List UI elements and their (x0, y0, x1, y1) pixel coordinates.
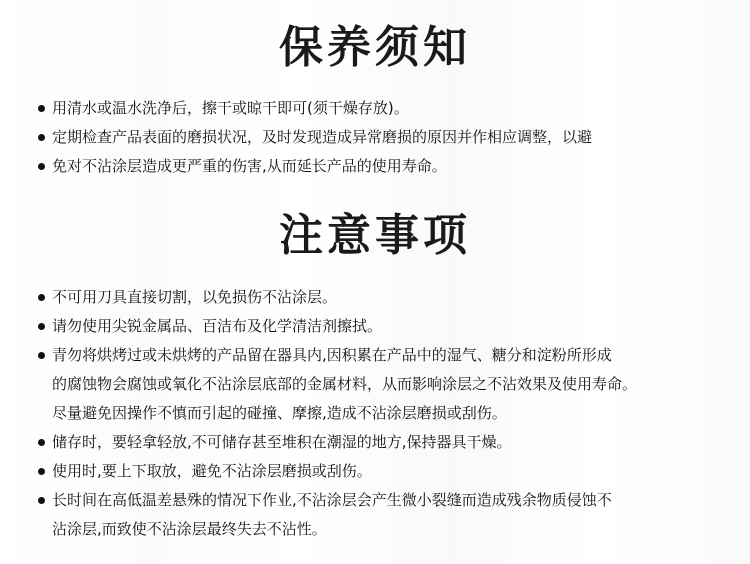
care-item (38, 94, 738, 123)
care-item-text: 免对不沾涂层造成更严重的伤害,从而延长产品的使用寿命。 (52, 157, 447, 175)
precaution-item (38, 457, 738, 486)
bullet-icon (38, 163, 45, 170)
bullet-icon (38, 352, 45, 359)
precautions-list (38, 283, 738, 544)
precaution-line: 的腐蚀物会腐蚀或氧化不沾涂层底部的金属材料，从而影响涂层之不沾效果及使用寿命。 (52, 375, 638, 393)
precaution-item (38, 312, 738, 341)
care-item-text: 定期检查产品表面的磨损状况，及时发现造成异常磨损的原因并作相应调整，以避 (52, 128, 593, 146)
precaution-line: 储存时，要轻拿轻放,不可储存甚至堆积在潮湿的地方,保持器具干燥。 (52, 433, 512, 451)
care-list (38, 94, 738, 181)
bullet-icon (38, 134, 45, 141)
precaution-item (38, 428, 738, 457)
bullet-icon (38, 468, 45, 475)
precaution-line: 沾涂层,而致使不沾涂层最终失去不沾性。 (52, 520, 327, 538)
bullet-icon (38, 439, 45, 446)
precaution-line: 请勿使用尖锐金属品、百洁布及化学清洁剂擦拭。 (52, 317, 383, 335)
precaution-item (38, 283, 738, 312)
precaution-line: 长时间在高低温差悬殊的情况下作业,不沾涂层会产生微小裂缝而造成残余物质侵蚀不 (52, 491, 612, 509)
bullet-icon (38, 323, 45, 330)
care-item (38, 152, 738, 181)
care-item-text: 用清水或温水洗净后，擦干或晾干即可(须干燥存放)。 (52, 99, 409, 117)
bullet-icon (38, 105, 45, 112)
precautions-title: 注意事项 (279, 210, 471, 261)
bullet-icon (38, 497, 45, 504)
precaution-line: 青勿将烘烤过或未烘烤的产品留在器具内,因积累在产品中的湿气、糖分和淀粉所形成 (52, 346, 612, 364)
precaution-line: 尽量避免因操作不慎而引起的碰撞、摩擦,造成不沾涂层磨损或刮伤。 (52, 404, 507, 422)
precaution-item (38, 341, 738, 428)
care-item (38, 123, 738, 152)
precaution-line: 使用时,要上下取放，避免不沾涂层磨损或刮伤。 (52, 462, 372, 480)
care-title: 保养须知 (279, 22, 471, 73)
precaution-item (38, 486, 738, 544)
precaution-line: 不可用刀具直接切割，以免损伤不沾涂层。 (52, 288, 338, 306)
bullet-icon (38, 294, 45, 301)
